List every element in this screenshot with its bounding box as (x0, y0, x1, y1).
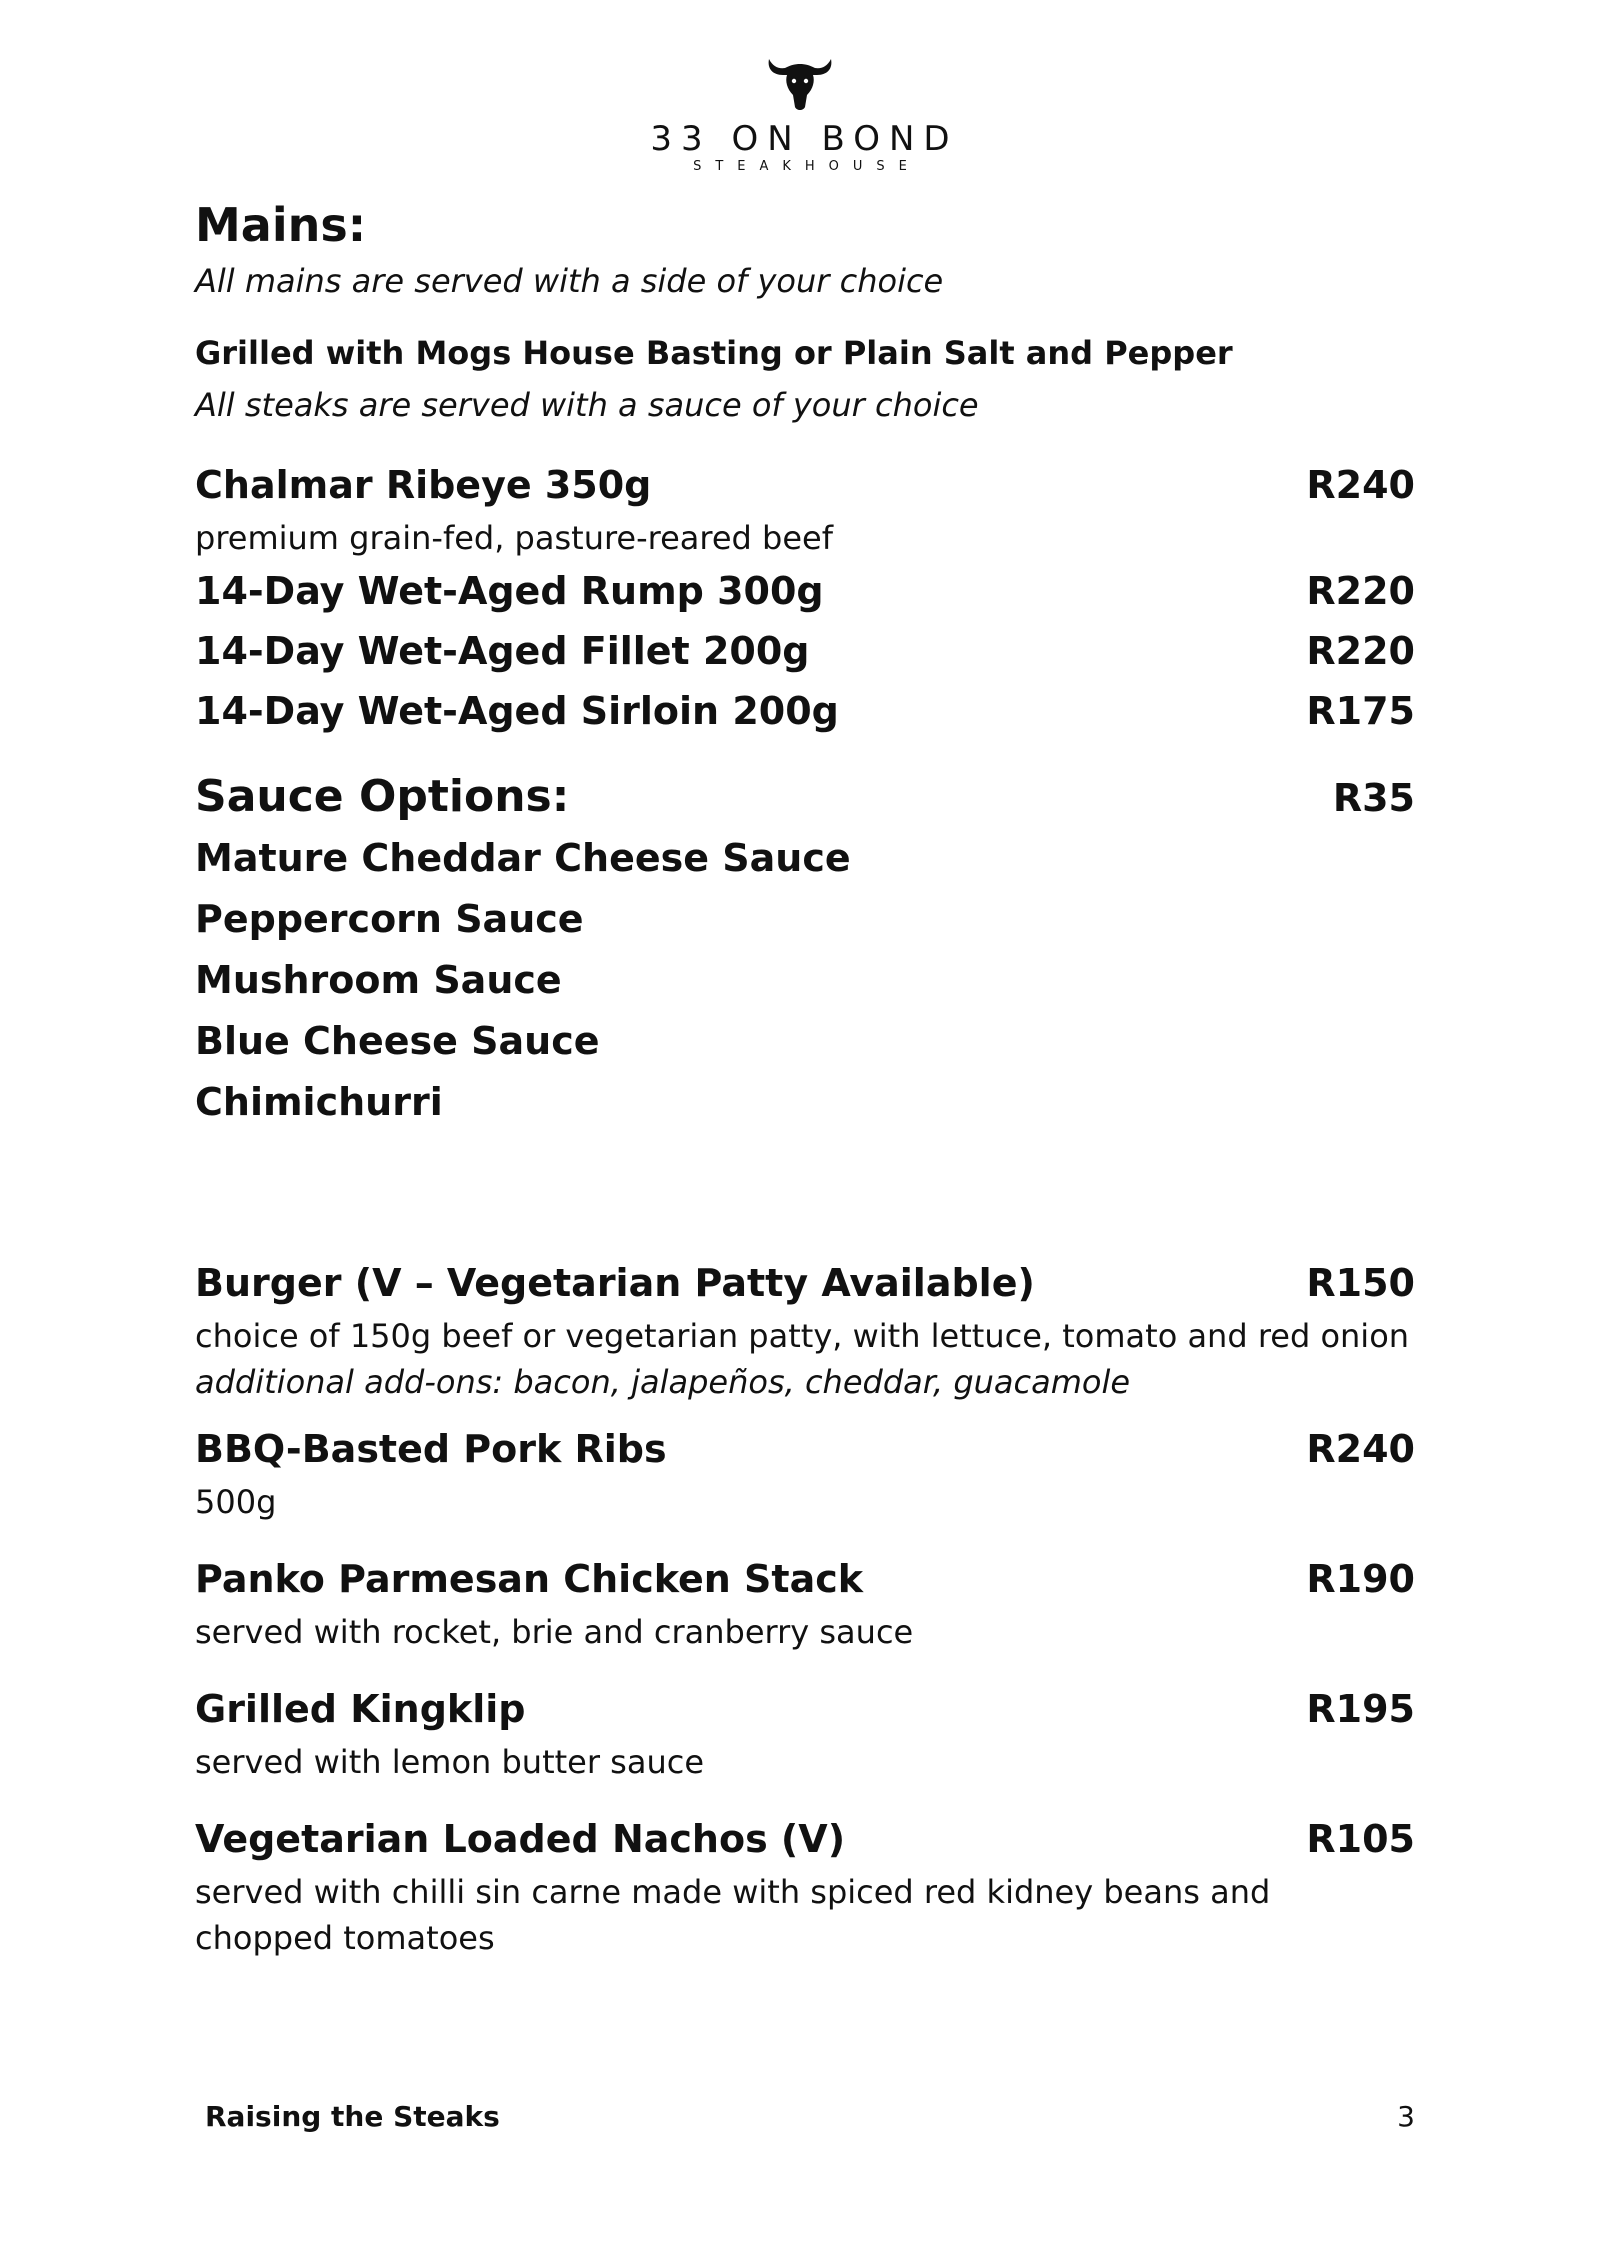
menu-item (195, 1419, 1415, 1479)
sauce-section (195, 767, 1415, 1133)
item-addons: additional add-ons: bacon, jalapeños, cheddar, guacamole (195, 1363, 1131, 1401)
logo (0, 55, 1600, 174)
page-footer (205, 2100, 1415, 2133)
other-mains (195, 1253, 1415, 1961)
page-number: 3 (1397, 2100, 1415, 2133)
item-name: Chalmar Ribeye 350g (195, 463, 652, 507)
item-price: R220 (1306, 629, 1415, 673)
item-name: Vegetarian Loaded Nachos (V) (195, 1817, 846, 1861)
item-price: R220 (1306, 569, 1415, 613)
menu-item (195, 1679, 1415, 1739)
steak-note: All steaks are served with a sauce of your choice (195, 386, 979, 424)
sauce-header (195, 767, 1415, 828)
grill-heading: Grilled with Mogs House Basting or Plain Salt and Pepper (195, 334, 1233, 372)
menu-item (195, 1549, 1415, 1609)
item-price: R195 (1306, 1687, 1415, 1731)
sauce-item: Peppercorn Sauce (195, 897, 584, 941)
sauce-item: Blue Cheese Sauce (195, 1019, 600, 1063)
item-name: 14-Day Wet-Aged Fillet 200g (195, 629, 810, 673)
item-name: Grilled Kingklip (195, 1687, 526, 1731)
bull-head-icon (765, 55, 835, 113)
item-description: served with lemon butter sauce (195, 1743, 705, 1781)
item-name: Burger (V – Vegetarian Patty Available) (195, 1261, 1035, 1305)
menu-item (195, 621, 1415, 681)
item-description: served with chilli sin carne made with spiced red kidney beans and chopped tomatoes (195, 1873, 1271, 1957)
menu-item (195, 455, 1415, 515)
menu-content (195, 195, 1415, 1961)
steak-list (195, 455, 1415, 741)
mains-note: All mains are served with a side of your choice (195, 262, 944, 300)
item-price: R240 (1306, 1427, 1415, 1471)
item-description: choice of 150g beef or vegetarian patty, with lettuce, tomato and red onion (195, 1317, 1410, 1355)
item-description: served with rocket, brie and cranberry sauce (195, 1613, 914, 1651)
sauce-item: Chimichurri (195, 1080, 443, 1124)
sauce-item: Mature Cheddar Cheese Sauce (195, 836, 851, 880)
item-price: R105 (1306, 1817, 1415, 1861)
sauce-price: R35 (1332, 776, 1415, 820)
item-name: 14-Day Wet-Aged Rump 300g (195, 569, 824, 613)
brand-subtitle: STEAKHOUSE (693, 159, 921, 174)
menu-item (195, 1253, 1415, 1313)
mains-title: Mains: (195, 198, 367, 252)
brand-name: 33 ON BOND (650, 119, 959, 159)
item-description: 500g (195, 1483, 277, 1521)
item-price: R240 (1306, 463, 1415, 507)
footer-tagline: Raising the Steaks (205, 2100, 500, 2133)
item-name: 14-Day Wet-Aged Sirloin 200g (195, 689, 839, 733)
item-price: R190 (1306, 1557, 1415, 1601)
item-name: BBQ-Basted Pork Ribs (195, 1427, 667, 1471)
sauce-title: Sauce Options: (195, 771, 570, 822)
menu-item (195, 681, 1415, 741)
item-price: R150 (1306, 1261, 1415, 1305)
menu-item (195, 1809, 1415, 1869)
sauce-item: Mushroom Sauce (195, 958, 562, 1002)
item-price: R175 (1306, 689, 1415, 733)
item-description: premium grain-fed, pasture-reared beef (195, 519, 833, 557)
menu-item (195, 561, 1415, 621)
item-name: Panko Parmesan Chicken Stack (195, 1557, 864, 1601)
